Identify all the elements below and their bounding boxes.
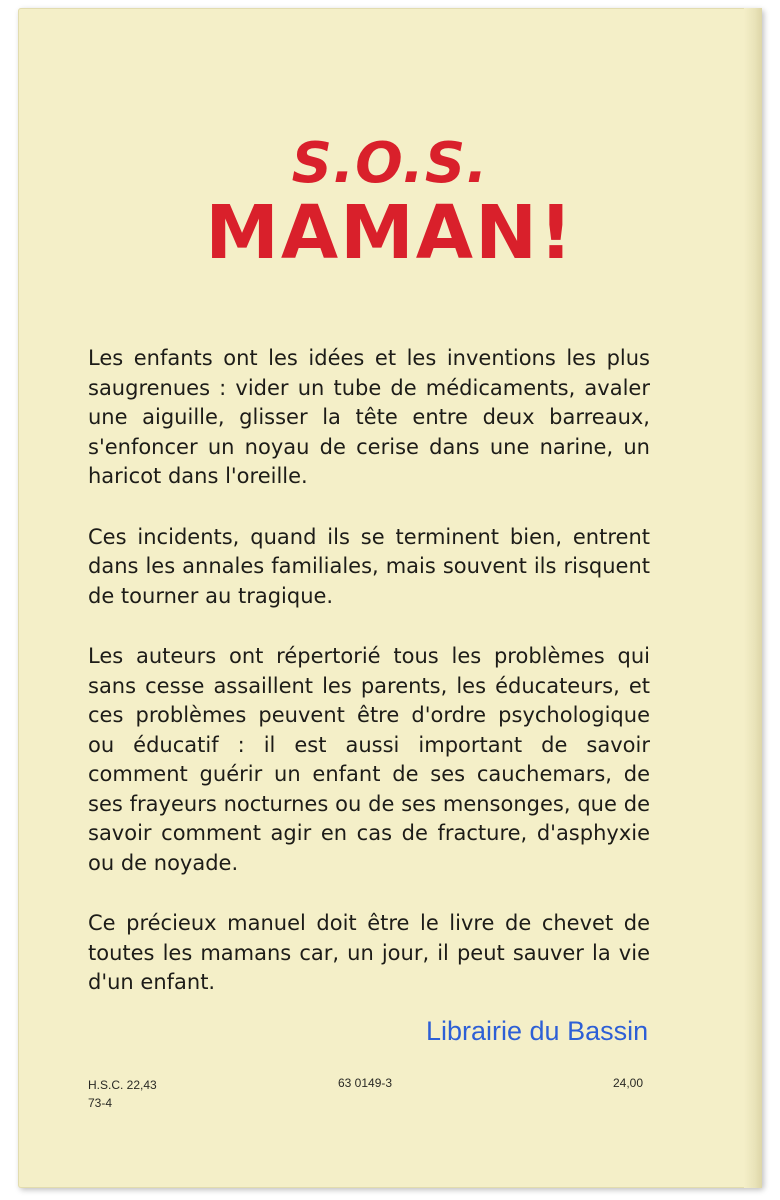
footer-isbn: 63 0149-3 (338, 1076, 393, 1090)
bookseller-watermark: Librairie du Bassin (426, 1016, 649, 1046)
footer-hsc: H.S.C. 22,43 (88, 1078, 157, 1092)
title-sos: S.O.S. (291, 131, 489, 196)
blurb-paragraph-3: Les auteurs ont répertorié tous les problèmes qui sans cesse assaillent les parents, les éducateurs, et ces problèmes peuvent être d'ordre psychologique ou éducatif : il est aussi important de savoir comment guérir un enfant de ses cauchemars, de ses frayeurs nocturnes ou de ses mensonges, que de savoir comment agir en cas de fracture, d'asphyxie ou de noyade. (88, 644, 650, 875)
blurb-text (88, 344, 650, 1029)
footer-codes (88, 1076, 157, 1112)
footer-code-small: 73-4 (88, 1096, 113, 1110)
blurb-paragraph-4: Ce précieux manuel doit être le livre de chevet de toutes les mamans car, un jour, il peut sauver la vie d'un enfant. (88, 911, 650, 994)
blurb-paragraph-1: Les enfants ont les idées et les inventions les plus saugrenues : vider un tube de médicaments, avaler une aiguille, glisser la tête entre deux barreaux, s'enfoncer un noyau de cerise dans une narine, un haricot dans l'oreille. (88, 346, 650, 488)
footer-price: 24,00 (613, 1076, 644, 1090)
blurb-paragraph-2: Ces incidents, quand ils se terminent bien, entrent dans les annales familiales, mais souvent ils risquent de tourner au tragique. (88, 524, 650, 608)
book-back-cover (18, 8, 762, 1188)
title-maman: MAMAN! (205, 190, 575, 276)
